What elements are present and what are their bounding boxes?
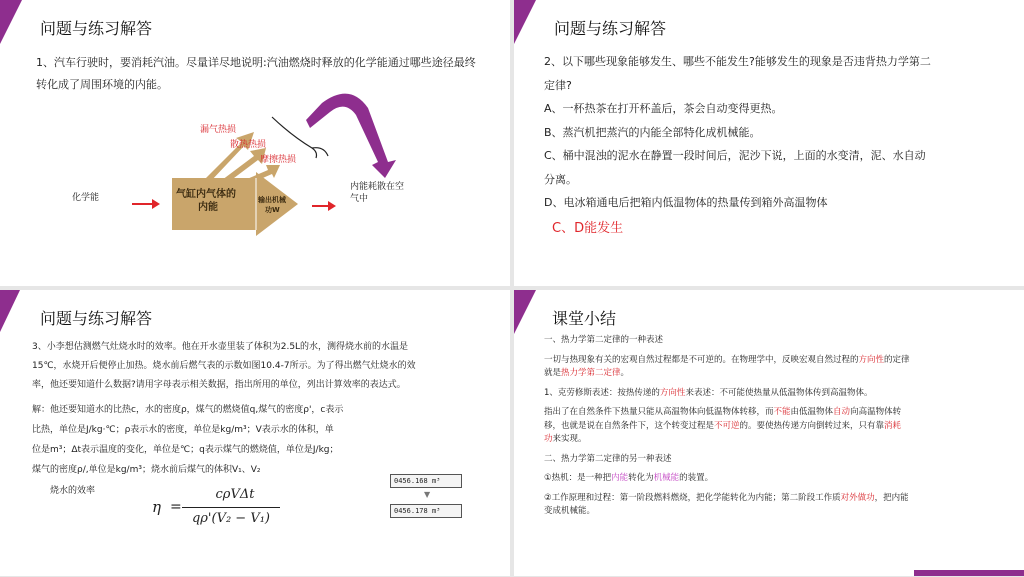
slide-corner-accent — [0, 290, 20, 332]
option-c: C、桶中混浊的泥水在静置一段时间后，泥沙下说，上面的水变清，泥、水自动 — [544, 149, 926, 162]
slide-title: 问题与练习解答 — [40, 309, 153, 328]
slide-corner-accent — [514, 0, 536, 44]
formula-denominator: qρ'(V₂ − V₁) — [191, 511, 271, 526]
slide-title: 课堂小结 — [552, 309, 617, 328]
formula-numerator: cρVΔt — [215, 487, 255, 502]
slide-1[interactable] — [0, 0, 510, 286]
highlight-span: 内能 — [611, 473, 629, 483]
question-text: 1、汽车行驶时，要消耗汽油。尽量详尽地说明:汽油燃烧时释放的化学能通过哪些途径最终转化成了周围环境的内能。 — [36, 56, 476, 91]
slide-2[interactable] — [514, 0, 1024, 286]
efficiency-label: 烧水的效率 — [50, 486, 96, 496]
output-arrow — [328, 201, 336, 211]
paragraph-5 — [544, 492, 1004, 519]
highlight-span: 消耗 — [884, 420, 902, 431]
work-label-1: 输出机械 — [258, 196, 286, 204]
question-line: 2、以下哪些现象能够发生、哪些不能发生?能够发生的现象是否违背热力学第二 — [544, 55, 931, 68]
question-line: 15℃，水烧开后便停止加热。烧水前后燃气表的示数如图10.4-7所示。为了得出燃气灶烧水的效 — [32, 361, 416, 371]
text-span: 就是 — [544, 368, 562, 378]
highlight-span: 功 — [544, 434, 553, 444]
option-a: A、一杯热茶在打开杯盖后，茶会自动变得更热。 — [544, 102, 783, 115]
slide-title: 问题与练习解答 — [554, 19, 667, 38]
section-heading-2: 二、热力学第二定律的另一种表述 — [544, 453, 672, 464]
highlight-span: 对外做功 — [840, 492, 875, 503]
question-line: 定律? — [544, 78, 572, 92]
answer-line: 煤气的密度ρ/,单位是kg/m³；烧水前后煤气的体积V₁、V₂ — [32, 465, 261, 475]
slide-title: 问题与练习解答 — [40, 19, 153, 38]
text-span: 的定律 — [884, 354, 910, 365]
text-span: 。 — [620, 368, 630, 378]
section-heading-1: 一、热力学第二定律的一种表述 — [544, 335, 664, 345]
highlight-span: 自动 — [833, 407, 851, 417]
text-span: 向高温物体转 — [850, 407, 902, 417]
question-line: 3、小李想估测燃气灶烧水时的效率。他在开水壶里装了体积为2.5L的水，测得烧水前的水温是 — [32, 342, 409, 352]
chemical-energy-label: 化学能 — [72, 193, 100, 203]
box-label-2: 内能 — [198, 202, 218, 213]
answer-line: 位是m³；Δt表示温度的变化，单位是℃；q表示煤气的燃烧值，单位是J/kg； — [32, 445, 339, 455]
text-span: 变成机械能。 — [544, 506, 596, 516]
loss-label-2: 散热热损 — [230, 140, 267, 150]
paragraph-4 — [544, 472, 1004, 486]
text-span: ①热机：是一种把 — [544, 473, 612, 483]
highlight-span: 不能 — [773, 407, 791, 417]
work-label-2: 功W — [265, 206, 280, 214]
gas-meter-before — [390, 474, 462, 488]
meter-reading: 0456.178 — [394, 507, 428, 515]
input-arrow — [152, 199, 160, 209]
dissipate-label-2: 气中 — [350, 194, 369, 204]
option-d: D、电冰箱通电后把箱内低温物体的热量传到箱外高温物体 — [544, 196, 828, 209]
answer-text: C、D能发生 — [552, 221, 624, 236]
question-block — [544, 50, 1014, 215]
summary-block — [544, 334, 1004, 519]
text-span: 来实现。 — [552, 434, 587, 444]
text-span: 来表述：不可能使热量从低温物体传到高温物体。 — [685, 387, 873, 398]
highlight-span: 方向性 — [659, 387, 686, 398]
question-block — [32, 338, 502, 395]
gas-meter-after — [390, 504, 462, 518]
text-span: 的。要使热传递方向倒转过来，只有靠 — [739, 420, 885, 431]
option-b: B、蒸汽机把蒸汽的内能全部特化成机械能。 — [544, 125, 761, 139]
meter-reading: 0456.168 — [394, 477, 428, 485]
loss-label-3: 摩擦热损 — [260, 155, 297, 165]
paragraph-3 — [544, 406, 1004, 447]
formula-equals: = — [170, 499, 182, 515]
highlight-span: 机械能 — [653, 473, 680, 483]
paragraph-1 — [544, 354, 1004, 381]
option-c-cont: 分离。 — [544, 172, 577, 186]
bottom-accent-bar — [914, 570, 1024, 576]
meter-unit: m³ — [431, 507, 441, 515]
text-span: ②工作原理和过程：第一阶段燃料燃烧，把化学能转化为内能；第二阶段工作质 — [544, 492, 841, 503]
highlight-span: 热力学第二定律 — [561, 368, 621, 378]
text-span: 移，也就是说在自然条件下，这个转变过程是 — [544, 420, 715, 431]
text-span: 一切与热现象有关的宏观自然过程都是不可逆的。在物理学中，反映宏观自然过程的 — [544, 354, 859, 365]
highlight-span: 不可逆 — [714, 420, 740, 431]
dissipation-arrow — [306, 94, 396, 178]
text-span: 转化为 — [628, 473, 654, 483]
answer-block — [32, 400, 452, 480]
formula-eta: η — [152, 498, 161, 516]
dissipate-label-1: 内能耗散在空 — [350, 182, 405, 192]
answer-line: 解：他还要知道水的比热c，水的密度ρ，煤气的燃烧值q,煤气的密度ρ'，c表示 — [32, 405, 344, 415]
question-line: 率，他还要知道什么数据?请用字母表示相关数据，指出所用的单位，列出计算效率的表达式。 — [32, 380, 406, 390]
text-span: 指出了在自然条件下热量只能从高温物体向低温物体转移，而 — [544, 407, 774, 417]
slide-corner-accent — [514, 290, 536, 334]
text-span: 由低温物体 — [790, 407, 834, 417]
paragraph-2 — [544, 387, 1004, 401]
slide-4[interactable] — [514, 290, 1024, 576]
text-span: 的装置。 — [679, 473, 714, 483]
slide-3[interactable] — [0, 290, 510, 576]
highlight-span: 方向性 — [858, 354, 885, 365]
meter-unit: m³ — [431, 477, 441, 485]
box-label-1: 气缸内气体的 — [176, 189, 236, 200]
text-span: ，把内能 — [874, 492, 909, 503]
answer-line: 比热，单位是J/kg·℃；ρ表示水的密度，单位是kg/m³；V表示水的体积，单 — [32, 425, 334, 435]
loss-label-1: 漏气热损 — [200, 125, 237, 135]
text-span: 1、克劳修斯表述：按热传递的 — [544, 387, 660, 398]
down-arrow-icon: ▼ — [424, 490, 431, 499]
